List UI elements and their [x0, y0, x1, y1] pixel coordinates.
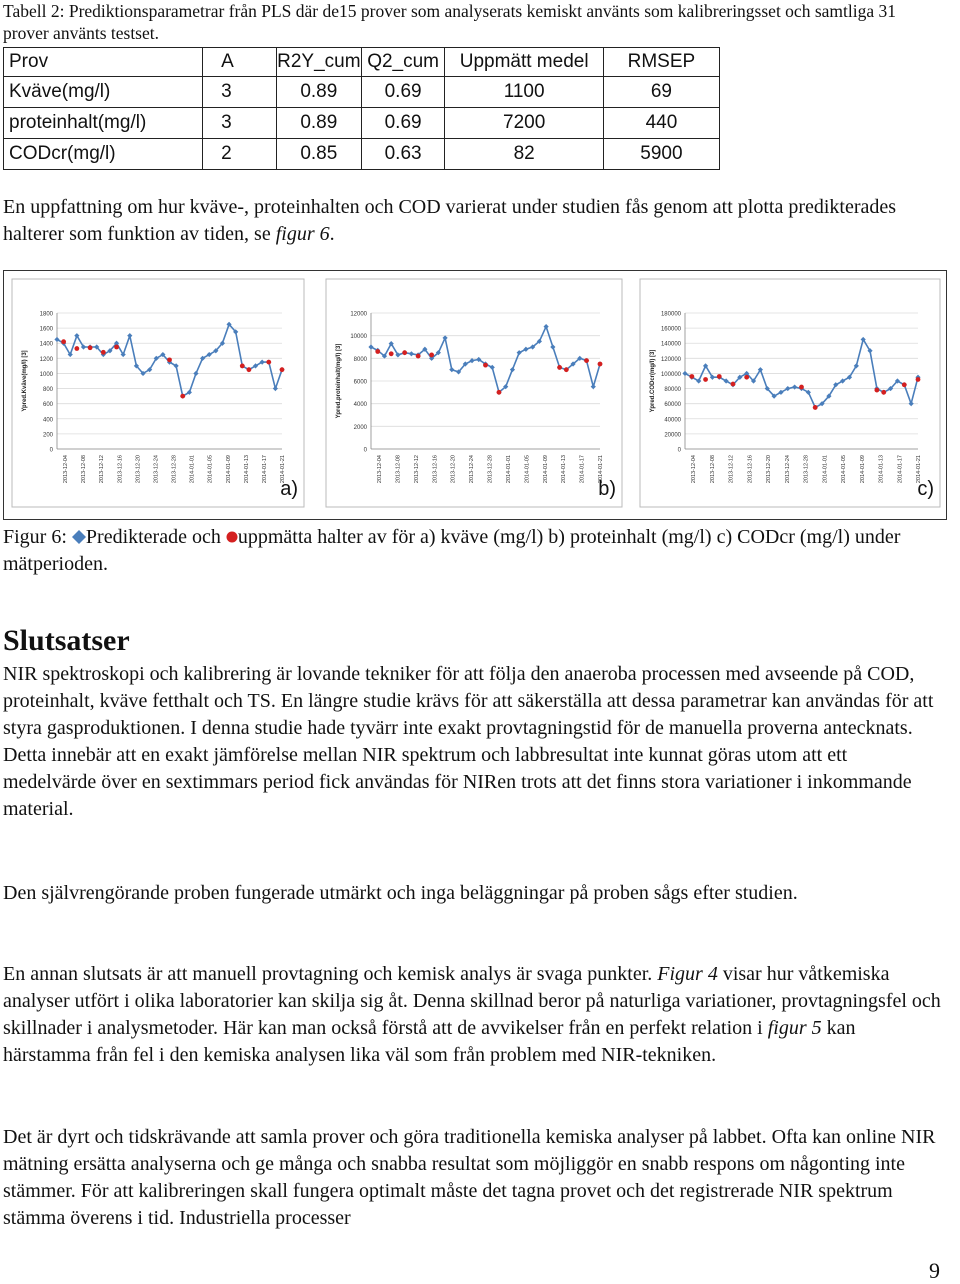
x-tick-label: 2014-01-01 [189, 455, 196, 484]
data-point-measured [564, 367, 569, 372]
table-header-cell: Uppmätt medel [445, 48, 603, 77]
y-tick-label: 1400 [39, 341, 53, 348]
x-tick-label: 2014-01-17 [261, 455, 268, 484]
y-axis-label: Ypred.proteinhalt(mg/l) [3] [336, 343, 342, 419]
table-cell: 5900 [603, 139, 719, 170]
x-tick-label: 2013-12-08 [81, 455, 88, 484]
x-tick-label: 2014-01-21 [598, 455, 604, 484]
data-point-measured [416, 354, 421, 359]
figure-caption [3, 524, 943, 578]
figure-caption-measured: uppmätta halter av för a) kväve (mg/l) b) proteinhalt (mg/l) c) CODcr (mg/l) under mätperioden. [3, 526, 901, 575]
data-point-measured [266, 360, 271, 365]
y-tick-label: 0 [677, 447, 681, 454]
table-header-row [4, 48, 720, 77]
data-point-measured [874, 388, 879, 393]
data-point-measured [584, 358, 589, 363]
table-row [4, 77, 720, 108]
table-caption: Tabell 2: Prediktionsparametrar från PLS där de15 prover som analyserats kemiskt använts som kalibreringsset och samtliga 31 prover använts testset. [3, 1, 896, 43]
x-tick-label: 2013-12-28 [171, 455, 178, 484]
chart-panel-c [640, 279, 940, 507]
section-title: Slutsatser [3, 624, 130, 657]
table-cell: 3 [203, 77, 277, 108]
panel-label: c) [917, 478, 934, 500]
y-tick-label: 140000 [660, 341, 681, 348]
data-point-measured [598, 362, 603, 367]
x-tick-label: 2013-12-16 [747, 455, 754, 484]
x-tick-label: 2013-12-04 [63, 455, 69, 484]
table-cell: 2 [203, 139, 277, 170]
x-tick-label: 2014-01-09 [859, 455, 866, 484]
y-axis-label: Ypred.Kväve(mg/l) [3] [22, 350, 28, 412]
y-tick-label: 1200 [39, 356, 53, 363]
figure-caption-prefix: Figur 6: [3, 526, 72, 548]
page-number: 9 [929, 1258, 940, 1283]
panel-label: a) [280, 478, 298, 500]
x-tick-label: 2014-01-01 [505, 455, 512, 484]
data-point-measured [180, 394, 185, 399]
table-header-cell: Q2_cum [361, 48, 445, 77]
y-tick-label: 8000 [353, 356, 367, 363]
x-tick-label: 2014-01-09 [542, 455, 549, 484]
p4-text-1: En annan slutsats är att manuell provtagning och kemisk analys är svaga punkter. [3, 963, 658, 985]
chart-panel-b [326, 279, 622, 507]
table-row [4, 108, 720, 139]
x-tick-label: 2013-12-20 [135, 455, 142, 484]
table-row [4, 139, 720, 170]
x-tick-label: 2013-12-24 [469, 455, 476, 484]
table-cell: 1100 [445, 77, 603, 108]
data-point-measured [703, 377, 708, 382]
data-point-measured [799, 385, 804, 390]
figure-reference: figur 6 [275, 223, 330, 245]
p4-text-2: visar hur våtkemiska analyser utfört i olika laboratorier kan skilja sig åt. Denna skillnad beror på naturliga variationer, provtagningsfel och skillnader i analysmetoder. Här kan man också förstå att de avvikelser från en perfekt relation i [3, 963, 941, 1039]
table-cell: 82 [445, 139, 603, 170]
data-point-measured [280, 367, 285, 372]
x-tick-label: 2014-01-13 [561, 455, 568, 484]
data-point-measured [402, 350, 407, 355]
x-tick-label: 2013-12-16 [117, 455, 124, 484]
figure-6 [3, 270, 947, 520]
intro-paragraph [3, 194, 943, 248]
table-cell: 0.69 [361, 77, 445, 108]
table-cell: 440 [603, 108, 719, 139]
x-tick-label: 2014-01-21 [916, 455, 922, 484]
x-tick-label: 2013-12-24 [784, 455, 791, 484]
x-tick-label: 2013-12-16 [432, 455, 439, 484]
table-cell: 3 [203, 108, 277, 139]
data-point-measured [717, 374, 722, 379]
y-tick-label: 120000 [660, 356, 681, 363]
intro-text: En uppfattning om hur kväve-, proteinhalten och COD varierat under studien fås genom att plotta predikterades halterer som funktion av tiden, se [3, 196, 897, 245]
table-header-cell: A [203, 48, 277, 77]
x-tick-label: 2013-12-04 [377, 455, 383, 484]
x-tick-label: 2014-01-05 [524, 455, 531, 484]
data-point-measured [557, 365, 562, 370]
table-cell: 0.85 [276, 139, 361, 170]
y-tick-label: 4000 [353, 402, 367, 409]
prediction-table [3, 47, 720, 170]
y-tick-label: 12000 [350, 311, 367, 318]
y-tick-label: 160000 [660, 326, 681, 333]
y-tick-label: 0 [49, 447, 53, 454]
figure-caption-predicted: Predikterade och [85, 526, 226, 548]
y-axis-label: Ypred.CODcr(mg/l) [3] [650, 349, 656, 413]
y-tick-label: 1800 [39, 311, 53, 318]
conclusion-paragraph-2: Den självrengörande proben fungerade utmärkt och inga beläggningar på proben sågs efter studien. [3, 882, 798, 904]
x-tick-label: 2013-12-12 [728, 455, 735, 484]
intro-end: . [329, 223, 335, 245]
data-point-measured [389, 351, 394, 356]
x-tick-label: 2014-01-13 [878, 455, 885, 484]
y-tick-label: 60000 [664, 402, 681, 409]
x-tick-label: 2013-12-08 [709, 455, 716, 484]
x-tick-label: 2013-12-24 [153, 455, 160, 484]
y-tick-label: 600 [42, 402, 53, 409]
data-point-measured [247, 367, 252, 372]
x-tick-label: 2013-12-08 [395, 455, 402, 484]
figure-6-charts [4, 271, 946, 519]
chart-panel-a [12, 279, 304, 507]
table-header-cell: RMSEP [603, 48, 719, 77]
data-point-measured [429, 353, 434, 358]
data-point-measured [375, 349, 380, 354]
y-tick-label: 40000 [664, 417, 681, 424]
y-tick-label: 10000 [350, 334, 367, 341]
data-point-measured [101, 350, 106, 355]
table-header-cell: R2Y_cum [276, 48, 361, 77]
table-cell: 0.63 [361, 139, 445, 170]
conclusion-paragraph-3 [3, 961, 943, 1069]
panel-label: b) [598, 478, 616, 500]
x-tick-label: 2014-01-17 [579, 455, 586, 484]
data-point-measured [813, 405, 818, 410]
figure-reference: Figur 4 [657, 963, 718, 985]
x-tick-label: 2014-01-13 [243, 455, 250, 484]
y-tick-label: 20000 [664, 432, 681, 439]
x-tick-label: 2014-01-17 [897, 455, 904, 484]
table-header-cell: Prov [4, 48, 203, 77]
conclusion-paragraph-4: Det är dyrt och tidskrävande att samla prover och göra traditionella kemiska analyser på labbet. Ofta kan online NIR mätning ersätta analyserna och ge många och snabba resultat som möjliggör en snabb respons om någonting inte stämmer. För att kalibreringen skall fungera optimalt måste det tagna provet och det registrerade NIR spektrum stämma överens i tid. Industriella processer [3, 1126, 936, 1229]
x-tick-label: 2014-01-05 [841, 455, 847, 484]
y-tick-label: 2000 [353, 424, 367, 431]
y-tick-label: 6000 [353, 379, 367, 386]
x-tick-label: 2013-12-12 [413, 455, 420, 484]
data-point-measured [689, 374, 694, 379]
y-tick-label: 400 [42, 417, 53, 424]
data-point-measured [88, 345, 93, 350]
x-tick-label: 2014-01-01 [822, 455, 829, 484]
data-point-measured [74, 346, 79, 351]
data-point-measured [744, 375, 749, 380]
data-point-measured [881, 390, 886, 395]
table-cell: 0.89 [276, 108, 361, 139]
x-tick-label: 2013-12-12 [99, 455, 106, 484]
table-cell: Kväve(mg/l) [4, 77, 203, 108]
data-point-measured [114, 345, 119, 350]
x-tick-label: 2014-01-21 [280, 455, 286, 484]
x-tick-label: 2013-12-20 [766, 455, 772, 484]
data-point-measured [167, 357, 172, 362]
table-cell: proteinhalt(mg/l) [4, 108, 203, 139]
figure-reference: figur 5 [767, 1017, 822, 1039]
y-tick-label: 200 [42, 432, 53, 439]
data-point-measured [902, 382, 907, 387]
x-tick-label: 2014-01-09 [225, 455, 232, 484]
y-tick-label: 1000 [39, 371, 53, 378]
p4-text-3: kan härstamma från fel i den kemiska analysen lika väl som från problem med NIR-tekniken. [3, 1017, 856, 1066]
x-tick-label: 2013-12-28 [803, 455, 810, 484]
data-point-measured [916, 377, 921, 382]
table-cell: 7200 [445, 108, 603, 139]
x-tick-label: 2013-12-28 [487, 455, 494, 484]
y-tick-label: 0 [363, 447, 367, 454]
table-cell: 69 [603, 77, 719, 108]
table-cell: CODcr(mg/l) [4, 139, 203, 170]
data-point-measured [497, 390, 502, 395]
x-tick-label: 2014-01-05 [207, 455, 214, 484]
y-tick-label: 100000 [660, 371, 681, 378]
data-point-measured [483, 363, 488, 368]
y-tick-label: 800 [42, 387, 53, 394]
x-tick-label: 2013-12-20 [450, 455, 457, 484]
table-cell: 0.69 [361, 108, 445, 139]
table-cell: 0.89 [276, 77, 361, 108]
data-point-measured [731, 382, 736, 387]
data-point-measured [61, 339, 66, 344]
y-tick-label: 80000 [664, 387, 681, 394]
y-tick-label: 180000 [660, 311, 681, 318]
conclusion-paragraph-1: NIR spektroskopi och kalibrering är lovande tekniker för att följa den anaeroba processen med avseende på COD, proteinhalt, kväve fetthalt och TS. En längre studie krävs för att säkerställa att dessa parametrar kan användas för att styra gasproduktionen. I denna studie hade tyvärr inte exakt provtagningstid för de manuella proverna antecknats. Detta innebär att en exakt jämförelse mellan NIR spektrum och labbresultat inte kunnat göras utom att ett medelvärde över en sextimmars period fick användas för NIRen trots att det finns stora variationer i inkommande material. [3, 663, 934, 820]
y-tick-label: 1600 [39, 326, 53, 333]
x-tick-label: 2013-12-04 [691, 455, 697, 484]
data-point-measured [240, 363, 245, 368]
circle-marker-icon [226, 531, 238, 543]
diamond-marker-icon [72, 530, 86, 544]
